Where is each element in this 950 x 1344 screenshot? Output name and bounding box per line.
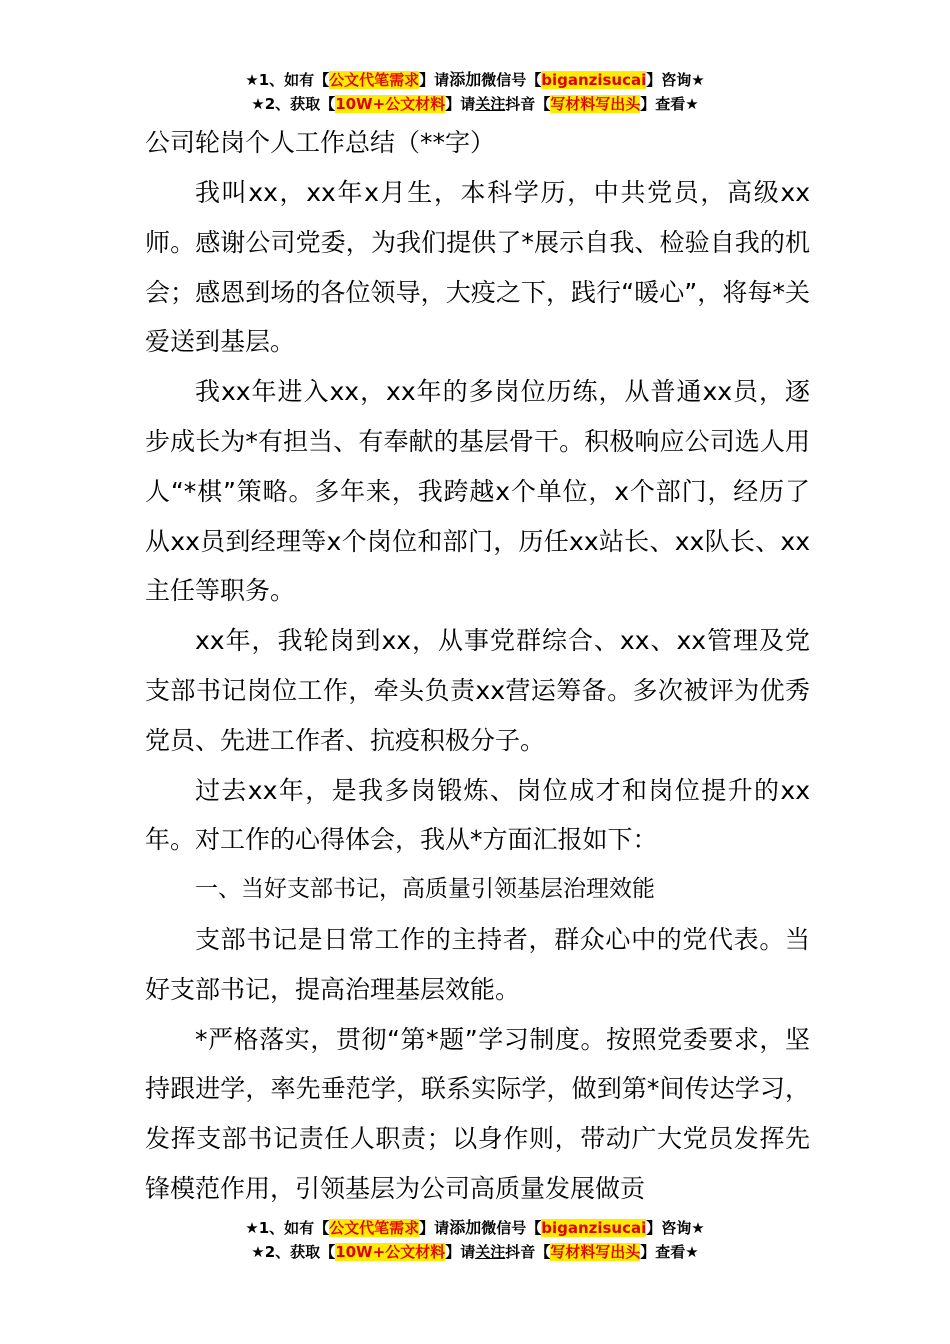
highlight-materials: 10W+公文材料 bbox=[335, 95, 446, 113]
paragraph: 我叫xx，xx年x月生，本科学历，中共党员，高级xx师。感谢公司党委，为我们提供了*展示自我、检验自我的机会；感恩到场的各位领导，大疫之下，践行“暖心”，将每*关爱送到基层。 bbox=[145, 178, 810, 357]
banner-text: ★2、获取【 bbox=[251, 95, 336, 113]
banner-text: ★2、获取【 bbox=[251, 1243, 336, 1261]
document-body bbox=[145, 124, 810, 1214]
banner-text: 抖音【 bbox=[505, 1243, 551, 1261]
document-title: 公司轮岗个人工作总结（**字） bbox=[145, 128, 496, 157]
banner-emphasis: 添加 bbox=[449, 70, 482, 89]
banner-text: 微信号【 bbox=[481, 71, 542, 89]
top-banner bbox=[0, 68, 950, 116]
paragraph: xx年，我轮岗到xx，从事党群综合、xx、xx管理及党支部书记岗位工作，牵头负责xx营运筹备。多次被评为优秀党员、先进工作者、抗疫积极分子。 bbox=[145, 626, 810, 755]
paragraph: *严格落实，贯彻“第*题”学习制度。按照党委要求，坚持跟进学，率先垂范学，联系实际学，做到第*间传达学习，发挥支部书记责任人职责；以身作则，带动广大党员发挥先锋模范作用，引领基层为公司高质量发展做贡 bbox=[145, 1024, 810, 1203]
highlight-service: 公文代笔需求 bbox=[329, 71, 420, 89]
banner-emphasis: 关注 bbox=[475, 95, 506, 113]
banner-text: ★1、如有【 bbox=[245, 71, 330, 89]
banner-text: 】查看★ bbox=[640, 95, 699, 113]
banner-text: 】请 bbox=[445, 1243, 476, 1261]
section-heading: 一、当好支部书记，高质量引领基层治理效能 bbox=[195, 876, 655, 903]
banner-text: 】咨询★ bbox=[646, 1219, 705, 1237]
highlight-materials: 10W+公文材料 bbox=[335, 1243, 446, 1261]
banner-text: 微信号【 bbox=[481, 1219, 542, 1237]
banner-text: 】请 bbox=[419, 1219, 450, 1237]
bottom-banner bbox=[0, 1216, 950, 1264]
highlight-wechat-id: biganzisucai bbox=[541, 1219, 647, 1237]
banner-text: 】查看★ bbox=[640, 1243, 699, 1261]
banner-emphasis: 关注 bbox=[475, 1243, 506, 1261]
paragraph: 我xx年进入xx，xx年的多岗位历练，从普通xx员，逐步成长为*有担当、有奉献的基层骨干。积极响应公司选人用人“*棋”策略。多年来，我跨越x个单位，x个部门，经历了从xx员到经理等x个岗位和部门，历任xx站长、xx队长、xx主任等职务。 bbox=[145, 377, 810, 606]
paragraph: 过去xx年，是我多岗锻炼、岗位成才和岗位提升的xx年。对工作的心得体会，我从*方面汇报如下： bbox=[145, 775, 810, 855]
highlight-douyin-account: 写材料写出头 bbox=[550, 95, 641, 113]
highlight-douyin-account: 写材料写出头 bbox=[550, 1243, 641, 1261]
banner-text: 】请 bbox=[445, 95, 476, 113]
banner-text: 抖音【 bbox=[505, 95, 551, 113]
banner-line-1 bbox=[0, 1216, 950, 1240]
banner-emphasis: 添加 bbox=[449, 1218, 482, 1237]
banner-text: 】咨询★ bbox=[646, 71, 705, 89]
banner-text: ★1、如有【 bbox=[245, 1219, 330, 1237]
highlight-service: 公文代笔需求 bbox=[329, 1219, 420, 1237]
highlight-wechat-id: biganzisucai bbox=[541, 71, 647, 89]
banner-text: 】请 bbox=[419, 71, 450, 89]
paragraph: 支部书记是日常工作的主持者，群众心中的党代表。当好支部书记，提高治理基层效能。 bbox=[145, 924, 810, 1004]
banner-line-2 bbox=[0, 1240, 950, 1264]
banner-line-2 bbox=[0, 92, 950, 116]
banner-line-1 bbox=[0, 68, 950, 92]
